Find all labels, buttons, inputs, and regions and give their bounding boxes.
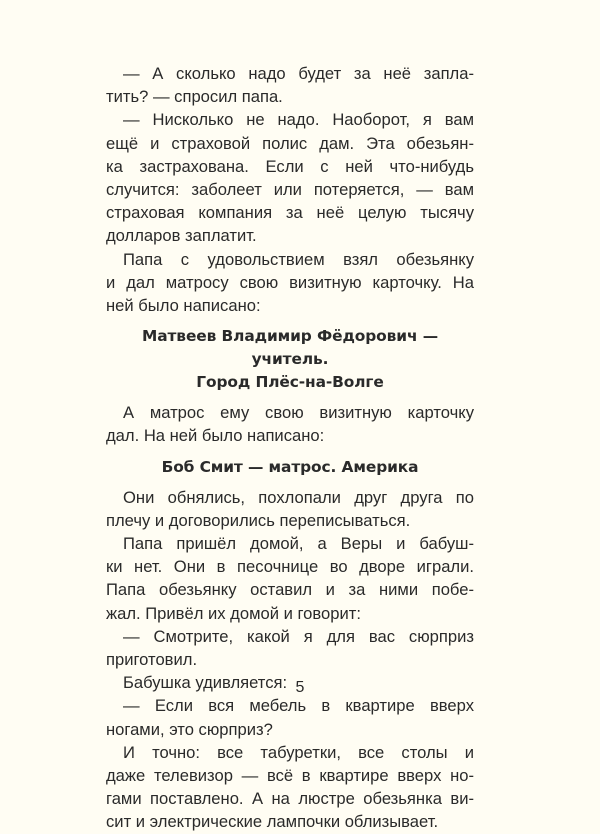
paragraph <box>106 532 474 625</box>
text-line: И точно: все табуретки, все столы и <box>123 742 474 762</box>
business-card-text <box>106 325 474 394</box>
paragraph <box>106 248 474 318</box>
text-line: долларов заплатит. <box>106 226 257 246</box>
paragraph <box>106 62 474 108</box>
text-line: страховая компания за неё целую тысячу <box>106 203 474 223</box>
page-number: 5 <box>295 679 305 696</box>
text-line: ногами, это сюрприз? <box>106 719 273 739</box>
text-line: — А сколько надо будет за неё запла- <box>123 64 474 83</box>
text-line: — Смотрите, какой я для вас сюрприз <box>123 626 474 646</box>
text-line: Папа с удовольствием взял обезьянку <box>123 249 474 269</box>
text-line: Они обнялись, похлопали друг друга по <box>123 487 474 507</box>
book-page-text <box>106 62 474 834</box>
paragraph <box>106 694 474 740</box>
text-line: случится: заболеет или потеряется, — вам <box>106 180 474 200</box>
text-line: жал. Привёл их домой и говорит: <box>106 603 361 623</box>
text-line: ней было написано: <box>106 296 261 316</box>
paragraph <box>106 486 474 532</box>
text-line: А матрос ему свою визитную карточку <box>123 403 474 423</box>
paragraph <box>106 625 474 671</box>
text-line: плечу и договорились переписываться. <box>106 510 411 530</box>
text-line: ещё и страховой полис дам. Эта обезьян- <box>106 133 474 153</box>
text-line: приготовил. <box>106 650 198 670</box>
text-line: сит и электрические лампочки облизывает. <box>106 812 439 832</box>
text-line: дал. На ней было написано: <box>106 426 325 446</box>
text-line: ки нет. Они в песочнице во дворе играли. <box>106 557 474 577</box>
text-line: Папа обезьянку оставил и за ними побе- <box>106 580 474 600</box>
paragraph <box>106 401 474 447</box>
paragraph <box>106 108 474 247</box>
business-card-text <box>106 456 474 479</box>
text-line: тить? — спросил папа. <box>106 87 283 107</box>
text-line: Бабушка удивляется: <box>123 673 288 693</box>
text-line: — Нисколько не надо. Наоборот, я вам <box>123 110 474 130</box>
text-line: Папа пришёл домой, а Веры и бабуш- <box>123 534 474 554</box>
card-line: Боб Смит — матрос. Америка <box>161 457 419 476</box>
paragraph <box>106 741 474 834</box>
text-line: и дал матросу свою визитную карточку. На <box>106 272 474 292</box>
text-line: даже телевизор — всё в квартире вверх но- <box>106 766 474 786</box>
text-line: гами поставлено. А на люстре обезьянка ви- <box>106 789 474 809</box>
text-line: ка застрахована. Если с ней что-нибудь <box>106 156 474 176</box>
card-line: Город Плёс-на-Волге <box>196 373 384 392</box>
text-line: — Если вся мебель в квартире вверх <box>123 696 474 716</box>
card-line: Матвеев Владимир Фёдорович — учитель. <box>141 327 438 369</box>
